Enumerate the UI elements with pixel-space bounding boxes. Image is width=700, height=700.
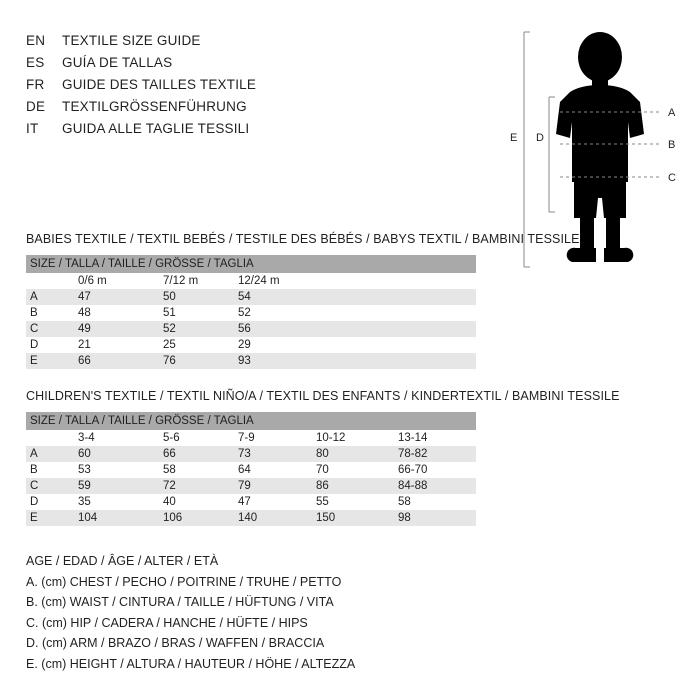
column-header: 12/24 m: [234, 273, 476, 289]
row-value: 64: [234, 462, 312, 478]
row-label: B: [26, 462, 74, 478]
row-value: 73: [234, 446, 312, 462]
table-row: [26, 478, 476, 494]
row-value: 60: [74, 446, 159, 462]
table-row: [26, 337, 476, 353]
babies-size-table: [26, 255, 476, 369]
language-text: TEXTILE SIZE GUIDE: [62, 33, 201, 48]
row-label: A: [26, 289, 74, 305]
children-section-title: CHILDREN'S TEXTILE / TEXTIL NIÑO/A / TEXTIL DES ENFANTS / KINDERTEXTIL / BAMBINI TESSILE: [26, 389, 620, 403]
table-row: [26, 321, 476, 337]
row-value: 51: [159, 305, 234, 321]
row-value: 47: [74, 289, 159, 305]
column-header: 0/6 m: [74, 273, 159, 289]
row-value: 35: [74, 494, 159, 510]
legend-line: C. (cm) HIP / CADERA / HANCHE / HÜFTE / HIPS: [26, 615, 308, 630]
table-row: [26, 494, 476, 510]
measurement-legend: [26, 551, 355, 674]
legend-line: D. (cm) ARM / BRAZO / BRAS / WAFFEN / BRACCIA: [26, 636, 325, 650]
row-label: B: [26, 305, 74, 321]
table-header-row: [26, 412, 476, 430]
table-column-row: [26, 430, 476, 446]
language-row: [26, 121, 366, 143]
column-header: 10-12: [312, 430, 394, 446]
table-row: [26, 305, 476, 321]
row-value: 66-70: [394, 462, 476, 478]
table-row: [26, 510, 476, 526]
row-value: 76: [159, 353, 234, 369]
row-value: 70: [312, 462, 394, 478]
row-value: 150: [312, 510, 394, 526]
table-column-row: [26, 273, 476, 289]
row-label: E: [26, 510, 74, 526]
size-header-cell: SIZE / TALLA / TAILLE / GRÖSSE / TAGLIA: [26, 412, 476, 430]
marker-e-label: E: [510, 132, 518, 144]
language-row: [26, 55, 366, 77]
language-code: IT: [26, 121, 39, 136]
row-value: 55: [312, 494, 394, 510]
row-label: A: [26, 446, 74, 462]
language-code: EN: [26, 33, 46, 48]
language-heading-block: [26, 33, 366, 143]
legend-line: AGE / EDAD / ÂGE / ALTER / ETÀ: [26, 554, 219, 568]
marker-a-label: A: [668, 107, 676, 119]
marker-b-label: B: [668, 139, 676, 151]
row-value: 66: [74, 353, 159, 369]
row-value: 58: [159, 462, 234, 478]
table-row: [26, 462, 476, 478]
empty-corner-cell: [26, 430, 74, 446]
row-label: D: [26, 494, 74, 510]
row-value: 78-82: [394, 446, 476, 462]
language-text: TEXTILGRÖSSENFÜHRUNG: [62, 99, 247, 114]
table-row: [26, 446, 476, 462]
row-value: 106: [159, 510, 234, 526]
row-value: 54: [234, 289, 476, 305]
row-value: 25: [159, 337, 234, 353]
column-header: 7-9: [234, 430, 312, 446]
row-value: 52: [234, 305, 476, 321]
row-value: 80: [312, 446, 394, 462]
table-row: [26, 289, 476, 305]
empty-corner-cell: [26, 273, 74, 289]
table-header-row: [26, 255, 476, 273]
row-value: 52: [159, 321, 234, 337]
row-value: 98: [394, 510, 476, 526]
row-value: 93: [234, 353, 476, 369]
row-value: 29: [234, 337, 476, 353]
row-label: C: [26, 321, 74, 337]
language-text: GUIDA ALLE TAGLIE TESSILI: [62, 121, 250, 136]
row-value: 49: [74, 321, 159, 337]
row-value: 21: [74, 337, 159, 353]
language-text: GUIDE DES TAILLES TEXTILE: [62, 77, 257, 92]
row-value: 86: [312, 478, 394, 494]
column-header: 7/12 m: [159, 273, 234, 289]
language-code: DE: [26, 99, 46, 114]
column-header: 5-6: [159, 430, 234, 446]
row-value: 50: [159, 289, 234, 305]
row-value: 56: [234, 321, 476, 337]
marker-c-label: C: [668, 172, 676, 184]
column-header: 3-4: [74, 430, 159, 446]
row-value: 84-88: [394, 478, 476, 494]
row-value: 53: [74, 462, 159, 478]
row-value: 79: [234, 478, 312, 494]
language-row: [26, 99, 366, 121]
size-header-cell: SIZE / TALLA / TAILLE / GRÖSSE / TAGLIA: [26, 255, 476, 273]
language-code: FR: [26, 77, 45, 92]
children-size-table: [26, 412, 476, 526]
row-value: 140: [234, 510, 312, 526]
language-row: [26, 77, 366, 99]
legend-line: B. (cm) WAIST / CINTURA / TAILLE / HÜFTUNG / VITA: [26, 595, 334, 609]
babies-section-title: BABIES TEXTILE / TEXTIL BEBÉS / TESTILE DES BÉBÉS / BABYS TEXTIL / BAMBINI TESSILE: [26, 232, 580, 246]
language-text: GUÍA DE TALLAS: [62, 55, 173, 70]
language-row: [26, 33, 366, 55]
row-value: 48: [74, 305, 159, 321]
row-value: 40: [159, 494, 234, 510]
row-value: 59: [74, 478, 159, 494]
table-row: [26, 353, 476, 369]
column-header: 13-14: [394, 430, 476, 446]
row-value: 72: [159, 478, 234, 494]
row-label: C: [26, 478, 74, 494]
legend-line: A. (cm) CHEST / PECHO / POITRINE / TRUHE / PETTO: [26, 574, 342, 589]
language-code: ES: [26, 55, 45, 70]
row-label: D: [26, 337, 74, 353]
row-value: 66: [159, 446, 234, 462]
legend-line: E. (cm) HEIGHT / ALTURA / HAUTEUR / HÖHE / ALTEZZA: [26, 656, 356, 671]
row-value: 104: [74, 510, 159, 526]
marker-d-label: D: [536, 132, 544, 144]
row-value: 58: [394, 494, 476, 510]
row-label: E: [26, 353, 74, 369]
row-value: 47: [234, 494, 312, 510]
